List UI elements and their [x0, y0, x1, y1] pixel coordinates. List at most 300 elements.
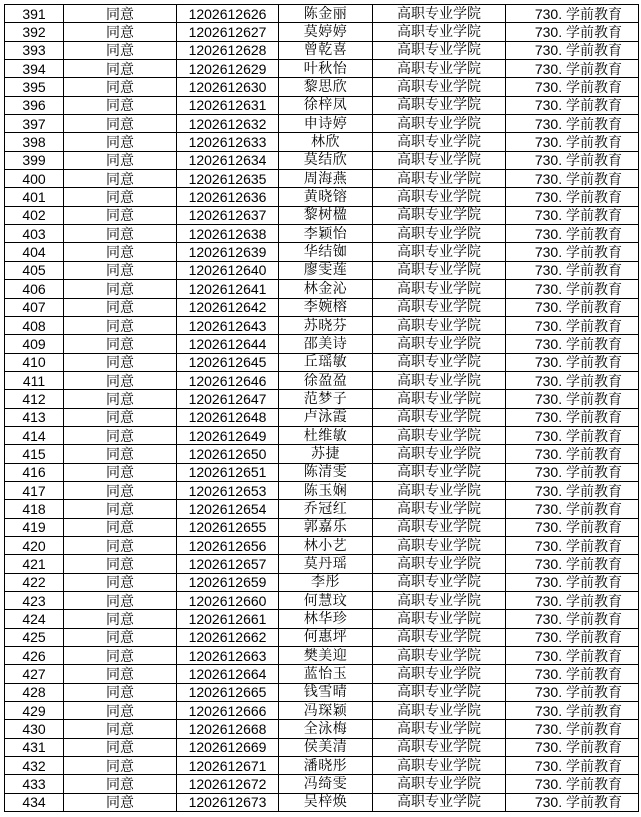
row-number-cell: 425	[5, 628, 64, 646]
row-number-cell: 422	[5, 573, 64, 591]
student-name-cell: 苏晓芬	[279, 316, 373, 334]
table-row	[5, 536, 639, 554]
major-cell: 730. 学前教育	[506, 335, 639, 353]
student-id-cell: 1202612637	[177, 206, 279, 224]
student-name-cell: 潘晓彤	[279, 757, 373, 775]
student-name-cell: 冯绮雯	[279, 775, 373, 793]
major-cell: 730. 学前教育	[506, 720, 639, 738]
status-cell: 同意	[64, 316, 177, 334]
major-cell: 730. 学前教育	[506, 133, 639, 151]
status-cell: 同意	[64, 757, 177, 775]
table-row	[5, 316, 639, 334]
table-row	[5, 133, 639, 151]
status-cell: 同意	[64, 23, 177, 41]
table-row	[5, 298, 639, 316]
admission-table	[4, 4, 639, 812]
row-number-cell: 432	[5, 757, 64, 775]
student-id-cell: 1202612665	[177, 683, 279, 701]
student-id-cell: 1202612673	[177, 793, 279, 811]
row-number-cell: 412	[5, 390, 64, 408]
student-id-cell: 1202612633	[177, 133, 279, 151]
school-cell: 高职专业学院	[373, 592, 506, 610]
table-row	[5, 188, 639, 206]
status-cell: 同意	[64, 720, 177, 738]
student-name-cell: 廖雯莲	[279, 261, 373, 279]
school-cell: 高职专业学院	[373, 536, 506, 554]
student-name-cell: 樊美迎	[279, 647, 373, 665]
school-cell: 高职专业学院	[373, 206, 506, 224]
student-name-cell: 蓝怡玉	[279, 665, 373, 683]
school-cell: 高职专业学院	[373, 628, 506, 646]
status-cell: 同意	[64, 683, 177, 701]
student-name-cell: 邵美诗	[279, 335, 373, 353]
student-id-cell: 1202612642	[177, 298, 279, 316]
table-row	[5, 408, 639, 426]
school-cell: 高职专业学院	[373, 133, 506, 151]
table-row	[5, 683, 639, 701]
student-id-cell: 1202612646	[177, 371, 279, 389]
major-cell: 730. 学前教育	[506, 280, 639, 298]
school-cell: 高职专业学院	[373, 445, 506, 463]
status-cell: 同意	[64, 536, 177, 554]
table-row	[5, 335, 639, 353]
school-cell: 高职专业学院	[373, 647, 506, 665]
table-row	[5, 500, 639, 518]
row-number-cell: 402	[5, 206, 64, 224]
student-id-cell: 1202612632	[177, 115, 279, 133]
row-number-cell: 419	[5, 518, 64, 536]
table-row	[5, 390, 639, 408]
status-cell: 同意	[64, 408, 177, 426]
major-cell: 730. 学前教育	[506, 445, 639, 463]
status-cell: 同意	[64, 738, 177, 756]
major-cell: 730. 学前教育	[506, 793, 639, 811]
table-row	[5, 371, 639, 389]
school-cell: 高职专业学院	[373, 115, 506, 133]
student-id-cell: 1202612650	[177, 445, 279, 463]
major-cell: 730. 学前教育	[506, 41, 639, 59]
row-number-cell: 401	[5, 188, 64, 206]
student-name-cell: 侯美清	[279, 738, 373, 756]
school-cell: 高职专业学院	[373, 390, 506, 408]
major-cell: 730. 学前教育	[506, 188, 639, 206]
student-name-cell: 申诗婷	[279, 115, 373, 133]
student-name-cell: 周海燕	[279, 170, 373, 188]
student-name-cell: 黎树楹	[279, 206, 373, 224]
status-cell: 同意	[64, 151, 177, 169]
student-id-cell: 1202612666	[177, 702, 279, 720]
status-cell: 同意	[64, 5, 177, 23]
table-row	[5, 720, 639, 738]
student-id-cell: 1202612641	[177, 280, 279, 298]
status-cell: 同意	[64, 335, 177, 353]
row-number-cell: 426	[5, 647, 64, 665]
major-cell: 730. 学前教育	[506, 665, 639, 683]
table-body	[5, 5, 639, 812]
student-name-cell: 陈玉娴	[279, 481, 373, 499]
student-name-cell: 李婉榕	[279, 298, 373, 316]
student-id-cell: 1202612644	[177, 335, 279, 353]
table-row	[5, 426, 639, 444]
student-name-cell: 乔冠红	[279, 500, 373, 518]
row-number-cell: 418	[5, 500, 64, 518]
student-id-cell: 1202612645	[177, 353, 279, 371]
status-cell: 同意	[64, 206, 177, 224]
row-number-cell: 417	[5, 481, 64, 499]
school-cell: 高职专业学院	[373, 353, 506, 371]
student-name-cell: 徐梓凤	[279, 96, 373, 114]
row-number-cell: 403	[5, 225, 64, 243]
student-name-cell: 郭嘉乐	[279, 518, 373, 536]
row-number-cell: 415	[5, 445, 64, 463]
row-number-cell: 421	[5, 555, 64, 573]
school-cell: 高职专业学院	[373, 500, 506, 518]
student-name-cell: 冯琛颖	[279, 702, 373, 720]
major-cell: 730. 学前教育	[506, 610, 639, 628]
status-cell: 同意	[64, 371, 177, 389]
student-name-cell: 叶秋怡	[279, 60, 373, 78]
school-cell: 高职专业学院	[373, 481, 506, 499]
table-row	[5, 5, 639, 23]
school-cell: 高职专业学院	[373, 261, 506, 279]
major-cell: 730. 学前教育	[506, 170, 639, 188]
status-cell: 同意	[64, 573, 177, 591]
table-row	[5, 793, 639, 811]
status-cell: 同意	[64, 463, 177, 481]
status-cell: 同意	[64, 353, 177, 371]
table-row	[5, 665, 639, 683]
major-cell: 730. 学前教育	[506, 390, 639, 408]
major-cell: 730. 学前教育	[506, 647, 639, 665]
row-number-cell: 409	[5, 335, 64, 353]
major-cell: 730. 学前教育	[506, 206, 639, 224]
major-cell: 730. 学前教育	[506, 298, 639, 316]
major-cell: 730. 学前教育	[506, 702, 639, 720]
school-cell: 高职专业学院	[373, 683, 506, 701]
status-cell: 同意	[64, 390, 177, 408]
status-cell: 同意	[64, 188, 177, 206]
status-cell: 同意	[64, 702, 177, 720]
table-row	[5, 702, 639, 720]
major-cell: 730. 学前教育	[506, 518, 639, 536]
table-row	[5, 225, 639, 243]
status-cell: 同意	[64, 610, 177, 628]
student-id-cell: 1202612656	[177, 536, 279, 554]
school-cell: 高职专业学院	[373, 243, 506, 261]
student-id-cell: 1202612655	[177, 518, 279, 536]
school-cell: 高职专业学院	[373, 280, 506, 298]
table-row	[5, 115, 639, 133]
school-cell: 高职专业学院	[373, 41, 506, 59]
student-id-cell: 1202612640	[177, 261, 279, 279]
student-name-cell: 卢泳霞	[279, 408, 373, 426]
row-number-cell: 407	[5, 298, 64, 316]
major-cell: 730. 学前教育	[506, 536, 639, 554]
table-row	[5, 170, 639, 188]
school-cell: 高职专业学院	[373, 23, 506, 41]
major-cell: 730. 学前教育	[506, 775, 639, 793]
student-name-cell: 陈清雯	[279, 463, 373, 481]
status-cell: 同意	[64, 481, 177, 499]
student-name-cell: 吴梓焕	[279, 793, 373, 811]
row-number-cell: 420	[5, 536, 64, 554]
student-id-cell: 1202612635	[177, 170, 279, 188]
row-number-cell: 397	[5, 115, 64, 133]
student-id-cell: 1202612659	[177, 573, 279, 591]
status-cell: 同意	[64, 518, 177, 536]
status-cell: 同意	[64, 133, 177, 151]
table-row	[5, 60, 639, 78]
student-id-cell: 1202612639	[177, 243, 279, 261]
major-cell: 730. 学前教育	[506, 96, 639, 114]
student-name-cell: 莫结欣	[279, 151, 373, 169]
student-id-cell: 1202612668	[177, 720, 279, 738]
row-number-cell: 396	[5, 96, 64, 114]
table-row	[5, 243, 639, 261]
status-cell: 同意	[64, 60, 177, 78]
major-cell: 730. 学前教育	[506, 23, 639, 41]
row-number-cell: 424	[5, 610, 64, 628]
school-cell: 高职专业学院	[373, 335, 506, 353]
row-number-cell: 423	[5, 592, 64, 610]
row-number-cell: 393	[5, 41, 64, 59]
table-row	[5, 518, 639, 536]
major-cell: 730. 学前教育	[506, 5, 639, 23]
status-cell: 同意	[64, 426, 177, 444]
status-cell: 同意	[64, 665, 177, 683]
row-number-cell: 394	[5, 60, 64, 78]
status-cell: 同意	[64, 793, 177, 811]
school-cell: 高职专业学院	[373, 775, 506, 793]
school-cell: 高职专业学院	[373, 720, 506, 738]
row-number-cell: 414	[5, 426, 64, 444]
school-cell: 高职专业学院	[373, 5, 506, 23]
row-number-cell: 405	[5, 261, 64, 279]
status-cell: 同意	[64, 298, 177, 316]
student-id-cell: 1202612643	[177, 316, 279, 334]
school-cell: 高职专业学院	[373, 518, 506, 536]
major-cell: 730. 学前教育	[506, 353, 639, 371]
row-number-cell: 431	[5, 738, 64, 756]
school-cell: 高职专业学院	[373, 225, 506, 243]
student-name-cell: 李彤	[279, 573, 373, 591]
table-row	[5, 261, 639, 279]
major-cell: 730. 学前教育	[506, 683, 639, 701]
table-row	[5, 445, 639, 463]
status-cell: 同意	[64, 225, 177, 243]
table-row	[5, 481, 639, 499]
major-cell: 730. 学前教育	[506, 738, 639, 756]
row-number-cell: 428	[5, 683, 64, 701]
student-id-cell: 1202612671	[177, 757, 279, 775]
status-cell: 同意	[64, 280, 177, 298]
school-cell: 高职专业学院	[373, 298, 506, 316]
status-cell: 同意	[64, 41, 177, 59]
status-cell: 同意	[64, 628, 177, 646]
status-cell: 同意	[64, 555, 177, 573]
student-id-cell: 1202612630	[177, 78, 279, 96]
status-cell: 同意	[64, 445, 177, 463]
student-id-cell: 1202612660	[177, 592, 279, 610]
row-number-cell: 413	[5, 408, 64, 426]
school-cell: 高职专业学院	[373, 188, 506, 206]
row-number-cell: 429	[5, 702, 64, 720]
school-cell: 高职专业学院	[373, 757, 506, 775]
student-name-cell: 黄晓镕	[279, 188, 373, 206]
status-cell: 同意	[64, 500, 177, 518]
student-id-cell: 1202612672	[177, 775, 279, 793]
student-id-cell: 1202612634	[177, 151, 279, 169]
school-cell: 高职专业学院	[373, 555, 506, 573]
school-cell: 高职专业学院	[373, 170, 506, 188]
major-cell: 730. 学前教育	[506, 592, 639, 610]
major-cell: 730. 学前教育	[506, 371, 639, 389]
status-cell: 同意	[64, 78, 177, 96]
student-name-cell: 曾乾喜	[279, 41, 373, 59]
student-name-cell: 全泳梅	[279, 720, 373, 738]
school-cell: 高职专业学院	[373, 793, 506, 811]
row-number-cell: 411	[5, 371, 64, 389]
student-id-cell: 1202612628	[177, 41, 279, 59]
row-number-cell: 398	[5, 133, 64, 151]
student-name-cell: 陈金丽	[279, 5, 373, 23]
school-cell: 高职专业学院	[373, 60, 506, 78]
student-id-cell: 1202612657	[177, 555, 279, 573]
major-cell: 730. 学前教育	[506, 261, 639, 279]
student-name-cell: 苏捷	[279, 445, 373, 463]
school-cell: 高职专业学院	[373, 463, 506, 481]
school-cell: 高职专业学院	[373, 610, 506, 628]
row-number-cell: 433	[5, 775, 64, 793]
row-number-cell: 427	[5, 665, 64, 683]
student-name-cell: 莫丹瑶	[279, 555, 373, 573]
major-cell: 730. 学前教育	[506, 628, 639, 646]
table-row	[5, 353, 639, 371]
student-name-cell: 黎思欣	[279, 78, 373, 96]
status-cell: 同意	[64, 243, 177, 261]
school-cell: 高职专业学院	[373, 573, 506, 591]
row-number-cell: 406	[5, 280, 64, 298]
student-id-cell: 1202612638	[177, 225, 279, 243]
student-name-cell: 林金沁	[279, 280, 373, 298]
major-cell: 730. 学前教育	[506, 151, 639, 169]
major-cell: 730. 学前教育	[506, 481, 639, 499]
major-cell: 730. 学前教育	[506, 60, 639, 78]
table-row	[5, 41, 639, 59]
student-id-cell: 1202612651	[177, 463, 279, 481]
student-id-cell: 1202612648	[177, 408, 279, 426]
row-number-cell: 430	[5, 720, 64, 738]
table-row	[5, 592, 639, 610]
major-cell: 730. 学前教育	[506, 78, 639, 96]
major-cell: 730. 学前教育	[506, 426, 639, 444]
student-id-cell: 1202612647	[177, 390, 279, 408]
row-number-cell: 416	[5, 463, 64, 481]
table-row	[5, 775, 639, 793]
school-cell: 高职专业学院	[373, 702, 506, 720]
table-row	[5, 573, 639, 591]
student-id-cell: 1202612627	[177, 23, 279, 41]
table-row	[5, 738, 639, 756]
student-id-cell: 1202612631	[177, 96, 279, 114]
student-name-cell: 林欣	[279, 133, 373, 151]
status-cell: 同意	[64, 775, 177, 793]
student-id-cell: 1202612663	[177, 647, 279, 665]
school-cell: 高职专业学院	[373, 665, 506, 683]
student-name-cell: 华结铷	[279, 243, 373, 261]
student-id-cell: 1202612654	[177, 500, 279, 518]
student-name-cell: 丘瑶敏	[279, 353, 373, 371]
row-number-cell: 408	[5, 316, 64, 334]
major-cell: 730. 学前教育	[506, 243, 639, 261]
table-row	[5, 647, 639, 665]
table-row	[5, 78, 639, 96]
school-cell: 高职专业学院	[373, 316, 506, 334]
table-row	[5, 206, 639, 224]
status-cell: 同意	[64, 647, 177, 665]
row-number-cell: 404	[5, 243, 64, 261]
table-row	[5, 610, 639, 628]
student-id-cell: 1202612629	[177, 60, 279, 78]
school-cell: 高职专业学院	[373, 78, 506, 96]
major-cell: 730. 学前教育	[506, 225, 639, 243]
table-row	[5, 151, 639, 169]
major-cell: 730. 学前教育	[506, 316, 639, 334]
row-number-cell: 434	[5, 793, 64, 811]
school-cell: 高职专业学院	[373, 408, 506, 426]
school-cell: 高职专业学院	[373, 96, 506, 114]
major-cell: 730. 学前教育	[506, 757, 639, 775]
status-cell: 同意	[64, 96, 177, 114]
student-id-cell: 1202612653	[177, 481, 279, 499]
major-cell: 730. 学前教育	[506, 500, 639, 518]
student-id-cell: 1202612661	[177, 610, 279, 628]
row-number-cell: 391	[5, 5, 64, 23]
status-cell: 同意	[64, 170, 177, 188]
row-number-cell: 410	[5, 353, 64, 371]
student-name-cell: 林华珍	[279, 610, 373, 628]
student-name-cell: 何慧玟	[279, 592, 373, 610]
student-name-cell: 林小艺	[279, 536, 373, 554]
table-row	[5, 463, 639, 481]
student-id-cell: 1202612636	[177, 188, 279, 206]
row-number-cell: 400	[5, 170, 64, 188]
school-cell: 高职专业学院	[373, 738, 506, 756]
major-cell: 730. 学前教育	[506, 463, 639, 481]
major-cell: 730. 学前教育	[506, 408, 639, 426]
major-cell: 730. 学前教育	[506, 115, 639, 133]
row-number-cell: 392	[5, 23, 64, 41]
student-name-cell: 徐盈盈	[279, 371, 373, 389]
student-name-cell: 莫婷婷	[279, 23, 373, 41]
student-id-cell: 1202612669	[177, 738, 279, 756]
student-name-cell: 范梦子	[279, 390, 373, 408]
status-cell: 同意	[64, 592, 177, 610]
row-number-cell: 395	[5, 78, 64, 96]
table-row	[5, 628, 639, 646]
major-cell: 730. 学前教育	[506, 555, 639, 573]
table-row	[5, 23, 639, 41]
student-id-cell: 1202612626	[177, 5, 279, 23]
table-row	[5, 757, 639, 775]
school-cell: 高职专业学院	[373, 151, 506, 169]
student-id-cell: 1202612664	[177, 665, 279, 683]
school-cell: 高职专业学院	[373, 426, 506, 444]
status-cell: 同意	[64, 261, 177, 279]
student-id-cell: 1202612649	[177, 426, 279, 444]
major-cell: 730. 学前教育	[506, 573, 639, 591]
row-number-cell: 399	[5, 151, 64, 169]
